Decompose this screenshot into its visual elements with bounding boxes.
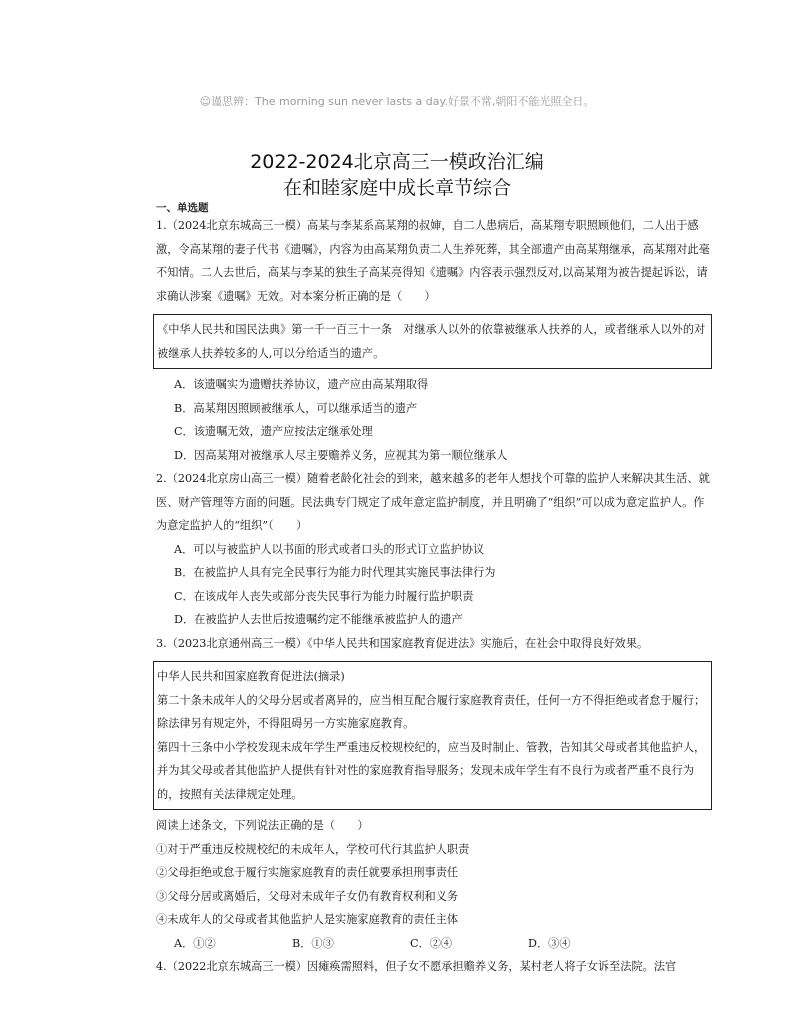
question-1-legal-box	[153, 314, 712, 369]
legal-article-20: 第二十条未成年人的父母分居或者离异的，应当相互配合履行家庭教育责任，任何一方不得拒绝或者怠于履行；除法律另有规定外，不得阻碍另一方实施家庭教育。	[157, 693, 706, 730]
question-1-stem: 1.（2024北京东城高三一模）高某与李某系高某翔的叔婶，自二人患病后，高某翔专职照顾他们，二人出于感激，令高某翔的妻子代书《遗嘱》，内容为由高某翔负责二人生养死葬，其全部遗产由高某翔继承，高某翔对此毫不知情。二人去世后，高某与李某的独生子高某亮得知《遗嘱》内容表示强烈反对,以高某翔为被告提起诉讼，请求确认涉案《遗嘱》无效。对本案分析正确的是（ ）	[156, 219, 710, 303]
question-4-stem: 4.（2022北京东城高三一模）因瘫痪需照料，但子女不愿承担赡养义务，某村老人将子女诉至法院。法官	[156, 960, 677, 973]
questions-body	[156, 214, 712, 979]
header-motto: ☺谨思辨：The morning sun never lasts a day.好景不常,朝阳不能光照全日。	[199, 95, 595, 108]
question-3-choice-c[interactable]: C．②④	[410, 936, 453, 950]
document-subtitle: 在和睦家庭中成长章节综合	[282, 177, 511, 199]
question-2-option-a[interactable]: A．可以与被监护人以书面的形式或者口头的形式订立监护协议	[174, 542, 485, 556]
question-3-choices	[156, 932, 712, 956]
question-3-choice-b[interactable]: B．①③	[292, 936, 334, 950]
question-3-choice-a[interactable]: A．①②	[174, 936, 216, 950]
question-1-option-c[interactable]: C．该遗嘱无效，遗产应按法定继承处理	[174, 425, 373, 438]
question-3-statement-2: ②父母拒绝或怠于履行实施家庭教育的责任就要承担刑事责任	[156, 866, 459, 879]
question-2-option-c[interactable]: C．在该成年人丧失或部分丧失民事行为能力时履行监护职责	[174, 589, 474, 603]
document-title: 2022-2024北京高三一模政治汇编	[250, 151, 544, 173]
question-3-legal-box	[153, 661, 712, 810]
section-heading: 一、单选题	[156, 202, 209, 214]
question-3-stem: 3.（2023北京通州高三一模）《中华人民共和国家庭教育促进法》实施后，在社会中取得良好效果。	[156, 636, 649, 650]
question-3-statement-3: ③父母分居或离婚后，父母对未成年子女仍有教育权利和义务	[156, 889, 459, 903]
question-2-option-b[interactable]: B．在被监护人具有完全民事行为能力时代理其实施民事法律行为	[174, 566, 496, 579]
question-3-statement-4: ④未成年人的父母或者其他监护人是实施家庭教育的责任主体	[156, 913, 459, 926]
question-2-stem: 2.（2024北京房山高三一模）随着老龄化社会的到来，越来越多的老年人想找个可靠的监护人来解决其生活、就医、财产管理等方面的问题。民法典专门规定了成年意定监护制度，并且明确了“组织”可以成为意定监护人。作为意定监护人的“组织”（ ）	[156, 472, 710, 532]
question-3-prompt: 阅读上述条文，下列说法正确的是（ ）	[156, 819, 369, 832]
question-2-option-d[interactable]: D．在被监护人去世后按遗嘱约定不能继承被监护人的遗产	[174, 613, 463, 626]
question-3-statement-1: ①对于严重违反校规校纪的未成年人，学校可代行其监护人职责	[156, 842, 470, 856]
legal-article-43: 第四十三条中小学校发现未成年学生严重违反校规校纪的，应当及时制止、管教，告知其父母或者其他监护人，并为其父母或者其他监护人提供有针对性的家庭教育指导服务；发现未成年学生有不良行为或者严重不良行为的，按照有关法律规定处理。	[157, 740, 706, 801]
question-1-option-a[interactable]: A．该遗嘱实为遗赠扶养协议，遗产应由高某翔取得	[174, 378, 429, 391]
question-3-choice-d[interactable]: D．③④	[528, 936, 571, 950]
legal-excerpt: 《中华人民共和国民法典》第一千一百三十一条 对继承人以外的依靠被继承人扶养的人，或者继承人以外的对被继承人扶养较多的人,可以分给适当的遗产。	[157, 323, 706, 360]
question-1-option-d[interactable]: D．因高某翔对被继承人尽主要赡养义务，应视其为第一顺位继承人	[174, 448, 508, 462]
question-1-option-b[interactable]: B．高某翔因照顾被继承人，可以继承适当的遗产	[174, 401, 418, 415]
legal-excerpt-title: 中华人民共和国家庭教育促进法(摘录)	[157, 670, 345, 683]
